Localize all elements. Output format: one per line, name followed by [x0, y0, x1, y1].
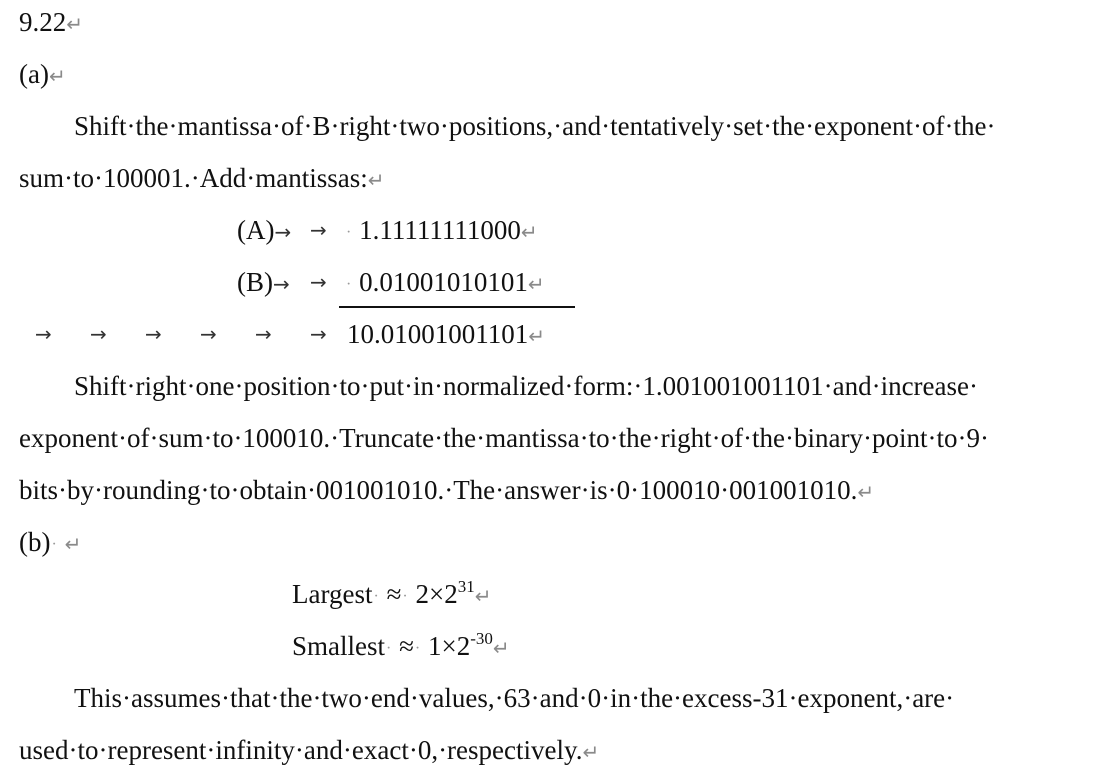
paragraph-1-line-2 [19, 162, 385, 196]
part-b-label [19, 526, 81, 561]
row-b-value [345, 266, 545, 301]
paragraph-mark-icon: ↵ [527, 272, 545, 296]
paragraph-mark-icon: ↵ [367, 168, 385, 192]
paragraph-mark-icon: ↵ [474, 584, 492, 608]
row-a-value-text: 1.11111111000 [359, 215, 521, 245]
tab-arrow-icon: → [310, 218, 327, 242]
paragraph-mark-icon: ↵ [520, 220, 538, 244]
paragraph-3-line-2 [19, 734, 599, 768]
space-dot: · [386, 639, 392, 657]
paragraph-3-line-2-text: used·to·represent·infinity·and·exact·0,·respectively. [19, 735, 583, 765]
tab-arrow-icon: → [274, 220, 292, 244]
paragraph-mark-icon: ↵ [66, 12, 84, 36]
smallest-exponent: -30 [470, 629, 493, 648]
section-number-text: 9.22 [19, 7, 67, 37]
tab-arrow-icon: → [310, 270, 327, 294]
paragraph-1-line-2-text: sum·to·100001.·Add·mantissas: [19, 163, 368, 193]
space-dot: · [346, 223, 352, 241]
paragraph-mark-icon: ↵ [492, 636, 510, 660]
row-a [237, 214, 291, 248]
section-number [19, 6, 83, 40]
smallest-label: Smallest [292, 631, 385, 661]
paragraph-mark-icon: ↵ [48, 64, 66, 88]
row-b-value-text: 0.01001010101 [359, 267, 528, 297]
paragraph-mark-icon: ↵ [528, 324, 546, 348]
row-b-label: (B) [237, 267, 273, 297]
paragraph-mark-icon: ↵ [582, 740, 600, 764]
smallest-coefficient: 1×2 [427, 631, 471, 661]
tab-arrow-icon: → [200, 322, 217, 346]
paragraph-2-line-1 [74, 370, 978, 402]
tab-arrow-icon: → [255, 322, 272, 346]
largest-exponent: 31 [457, 577, 475, 596]
part-b-label-text: (b) [19, 527, 51, 557]
paragraph-2-line-3 [19, 474, 874, 508]
part-a-label-text: (a) [19, 59, 49, 89]
row-b [237, 266, 290, 300]
tab-arrow-icon: → [273, 272, 290, 296]
row-a-value [345, 214, 538, 249]
smallest-row [292, 630, 510, 665]
row-a-label: (A) [237, 215, 275, 245]
tab-arrow-icon: → [35, 322, 52, 346]
paragraph-1-line-1-text: Shift·the·mantissa·of·B·right·two·positions,·and·tentatively·set·the·exponent·of·the· [74, 111, 996, 141]
largest-row [292, 578, 491, 613]
tab-arrow-icon: → [145, 322, 162, 346]
space-dot: · [414, 639, 421, 657]
paragraph-1-line-1 [74, 110, 995, 142]
space-dot: · [402, 587, 408, 605]
sum-underline [339, 306, 575, 308]
space-dot: · [346, 275, 352, 293]
paragraph-mark-icon: ↵ [64, 532, 82, 556]
part-a-label [19, 58, 66, 92]
largest-coefficient: 2×2 [415, 579, 458, 609]
paragraph-2-line-1-text: Shift·right·one·position·to·put·in·normalized·form:·1.001001001101·and·increase· [74, 371, 978, 401]
space-dot: · [373, 587, 379, 605]
paragraph-2-line-2-text: exponent·of·sum·to·100010.·Truncate·the·mantissa·to·the·right·of·the·binary·point·to·9· [19, 423, 989, 453]
paragraph-2-line-3-text: bits·by·rounding·to·obtain·001001010.·The·answer·is·0·100010·001001010. [19, 475, 858, 505]
paragraph-mark-icon: ↵ [857, 480, 875, 504]
tab-arrow-icon: → [90, 322, 107, 346]
space-dot: · [51, 535, 57, 553]
approx-symbol: ≈ [386, 579, 402, 609]
paragraph-2-line-2 [19, 422, 989, 454]
paragraph-3-line-1 [74, 682, 954, 714]
approx-symbol: ≈ [399, 631, 414, 661]
sum-value-text: 10.01001001101 [347, 319, 529, 349]
sum-value [347, 318, 545, 352]
paragraph-3-line-1-text: This·assumes·that·the·two·end·values,·63·and·0·in·the·excess-31·exponent,·are· [74, 683, 955, 713]
tab-arrow-icon: → [310, 322, 327, 346]
largest-label: Largest [292, 579, 373, 609]
